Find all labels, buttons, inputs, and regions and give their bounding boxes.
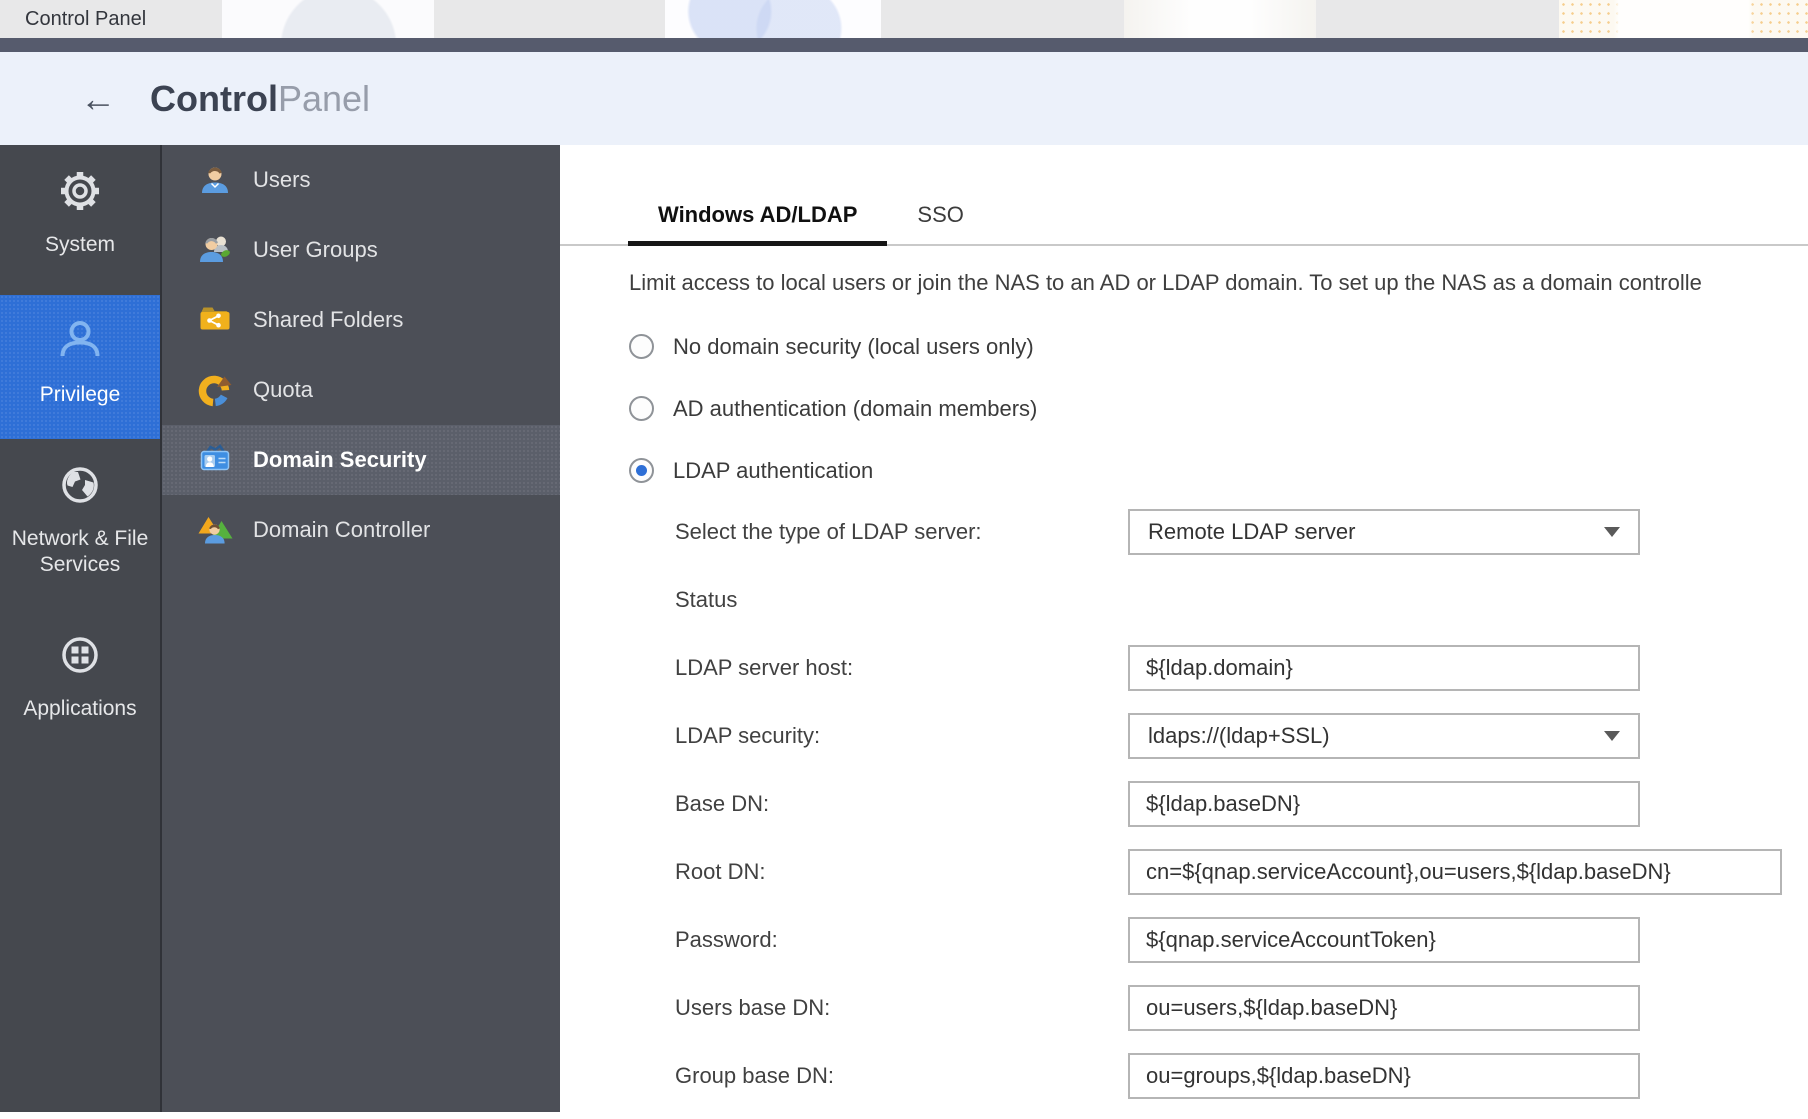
menu-item-label: Shared Folders (253, 307, 404, 332)
control-panel-header (0, 52, 1808, 145)
domain-controller-icon (195, 510, 235, 550)
menu-item-user-groups[interactable] (162, 215, 560, 285)
domain-security-panel (560, 145, 1808, 1112)
tab-sso[interactable]: SSO (917, 202, 964, 227)
field-label: Users base DN: (675, 995, 831, 1020)
sidebar-item-applications[interactable] (0, 609, 160, 759)
sidebar-item-label: System (44, 233, 115, 256)
sidebar-item-system[interactable] (0, 145, 160, 295)
menu-item-label: Users (253, 167, 311, 192)
dropdown-arrow-icon (1604, 527, 1620, 537)
quota-icon (195, 370, 235, 410)
radio-ldap-authentication[interactable]: LDAP authentication (629, 458, 1808, 483)
back-icon[interactable]: ← (80, 77, 116, 119)
desktop-thumbnail (1124, 0, 1316, 38)
tab-bar (560, 145, 1808, 246)
field-label: Select the type of LDAP server: (675, 519, 982, 544)
field-row-ldap-security (560, 713, 1808, 759)
ldap-server-host-input[interactable] (1128, 645, 1640, 691)
desktop-thumbnail (1559, 0, 1808, 38)
privilege-menu (160, 145, 560, 1112)
password-input[interactable] (1128, 917, 1640, 963)
field-row-group-base-dn (560, 1053, 1808, 1099)
menu-item-domain-controller[interactable] (162, 495, 560, 565)
radio-button-icon[interactable] (629, 334, 654, 359)
dropdown-arrow-icon (1604, 731, 1620, 741)
window-title-bar (0, 38, 1808, 52)
field-row-password (560, 917, 1808, 963)
menu-item-label: Domain Controller (253, 517, 431, 542)
radio-ad-authentication[interactable]: AD authentication (domain members) (629, 396, 1808, 421)
panel-description: Limit access to local users or join the NAS to an AD or LDAP domain. To set up the NAS as a domain controlle (629, 270, 1702, 295)
sidebar-item-label: Privilege (39, 383, 121, 406)
ldap-settings-form (560, 509, 1808, 1099)
ldap-security-select[interactable]: ldaps://(ldap+SSL) (1128, 713, 1640, 759)
tab-windows-ad-ldap[interactable]: Windows AD/LDAP (628, 202, 887, 244)
domain-security-icon (195, 440, 235, 480)
radio-button-icon[interactable] (629, 396, 654, 421)
user-icon (54, 315, 106, 372)
apps-icon (54, 629, 106, 686)
field-label: Password: (675, 927, 778, 952)
domain-security-options (629, 334, 1808, 483)
shared-folders-icon (195, 300, 235, 340)
field-row-base-dn (560, 781, 1808, 827)
field-row-ldap-server-type (560, 509, 1808, 555)
desktop-thumbnail (222, 0, 434, 38)
menu-item-shared-folders[interactable] (162, 285, 560, 355)
radio-button-selected-icon[interactable] (629, 458, 654, 483)
sidebar-item-network-file-services[interactable] (0, 439, 160, 609)
users-base-dn-input[interactable] (1128, 985, 1640, 1031)
ldap-server-type-select[interactable]: Remote LDAP server (1128, 509, 1640, 555)
field-row-status (560, 577, 1808, 623)
field-label: Base DN: (675, 791, 770, 816)
desktop-top-strip (0, 0, 1808, 38)
menu-item-quota[interactable] (162, 355, 560, 425)
desktop-thumbnail (665, 0, 881, 38)
group-base-dn-input[interactable] (1128, 1053, 1640, 1099)
radio-no-domain-security[interactable]: No domain security (local users only) (629, 334, 1808, 359)
menu-item-users[interactable] (162, 145, 560, 215)
taskbar-tab-control-panel[interactable] (0, 0, 222, 38)
menu-item-domain-security[interactable] (162, 425, 560, 495)
field-row-root-dn (560, 849, 1808, 895)
sidebar-item-label: Applications (23, 697, 137, 720)
taskbar-tab-label: Control Panel (25, 7, 147, 30)
field-label: LDAP security: (675, 723, 821, 748)
sidebar-item-label: Network & File Services (11, 527, 149, 577)
field-row-users-base-dn (560, 985, 1808, 1031)
field-label: LDAP server host: (675, 655, 854, 680)
root-dn-input[interactable] (1128, 849, 1782, 895)
page-title: ControlPanel (150, 77, 371, 119)
category-sidebar (0, 145, 160, 1112)
menu-item-label: User Groups (253, 237, 378, 262)
globe-icon (54, 459, 106, 516)
base-dn-input[interactable] (1128, 781, 1640, 827)
users-icon (195, 160, 235, 200)
field-label: Status (675, 587, 738, 612)
field-label: Root DN: (675, 859, 766, 884)
field-row-ldap-server-host (560, 645, 1808, 691)
user-groups-icon (195, 230, 235, 270)
sidebar-item-privilege[interactable] (0, 295, 160, 439)
field-label: Group base DN: (675, 1063, 834, 1088)
menu-item-label: Domain Security (253, 447, 427, 472)
gear-icon (54, 165, 106, 222)
menu-item-label: Quota (253, 377, 313, 402)
